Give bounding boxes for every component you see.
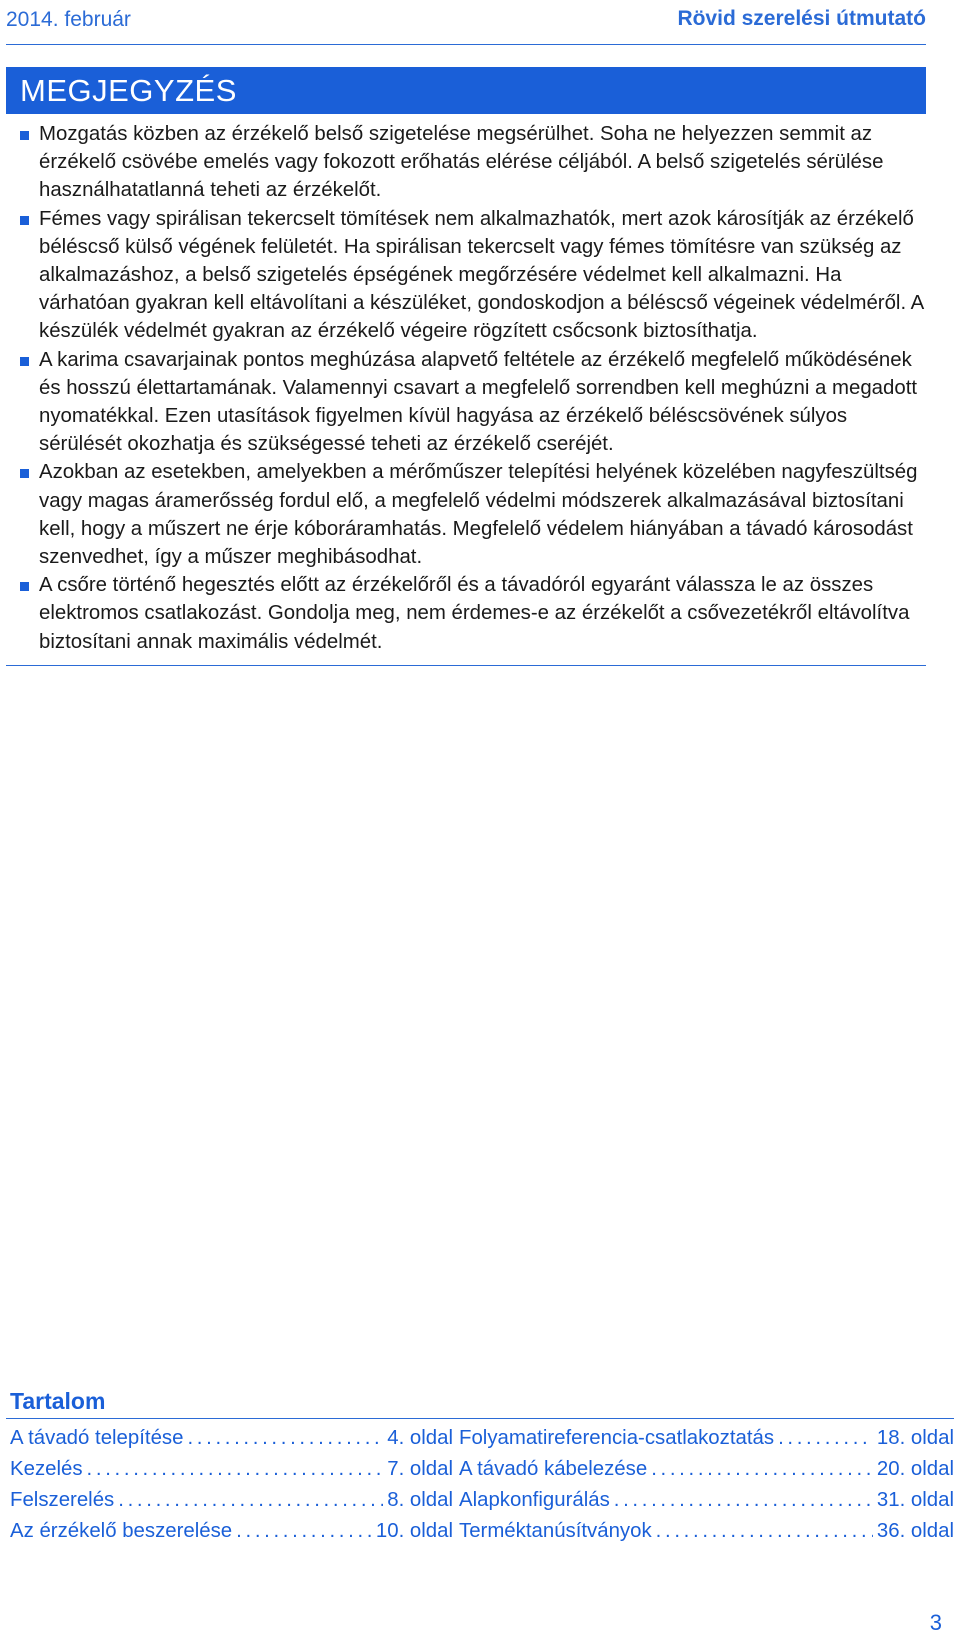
toc-leader-dots	[87, 1454, 384, 1485]
note-item-text: Mozgatás közben az érzékelő belső szigetelése megsérülhet. Soha ne helyezzen semmit az érzékelő csövébe emelés vagy fokozott erőhatás elérése céljából. A belső szigetelés sérülése használhatatlanná teheti az érzékelőt.	[39, 123, 884, 202]
bullet-square-icon	[20, 131, 29, 140]
toc-entry-label[interactable]: Az érzékelő beszerelése	[10, 1520, 233, 1542]
toc-column-right	[453, 1423, 954, 1547]
toc-divider	[6, 1418, 954, 1419]
toc-entry[interactable]	[453, 1423, 954, 1454]
note-item	[6, 120, 926, 205]
toc-entry[interactable]	[453, 1454, 954, 1485]
note-divider	[6, 665, 926, 666]
toc-title: Tartalom	[10, 1388, 106, 1414]
toc-entry-page[interactable]: 4. oldal	[387, 1427, 453, 1449]
toc-entry[interactable]	[6, 1516, 453, 1547]
toc-leader-dots	[187, 1423, 383, 1454]
toc-entry-page[interactable]: 20. oldal	[876, 1458, 954, 1480]
toc-entry[interactable]	[453, 1485, 954, 1516]
note-item	[6, 205, 926, 346]
toc-leader-dots	[651, 1454, 873, 1485]
note-box	[6, 67, 926, 666]
toc-leader-dots	[656, 1516, 873, 1547]
toc-leader-dots	[118, 1485, 383, 1516]
toc-entry-page[interactable]: 7. oldal	[387, 1458, 453, 1480]
toc-entry-page[interactable]: 10. oldal	[375, 1520, 453, 1542]
toc-entry-label[interactable]: Terméktanúsítványok	[459, 1520, 652, 1542]
page-number: 3	[929, 1610, 942, 1635]
table-of-contents	[6, 1386, 954, 1547]
header-title: Rövid szerelési útmutató	[677, 7, 926, 30]
note-item-text: Fémes vagy spirálisan tekercselt tömítések nem alkalmazhatók, mert azok károsítják az érzékelő béléscső külső végének felületét. Ha spirálisan tekercselt vagy fémes tömítésre van szükség az alkalmazáshoz, a belső szigetelés épségének megőrzésére védelmet kell alkalmazni. Ha várhatóan gyakran kell eltávolítani a készüléket, gondoskodjon a béléscső végeinek védelméről. A készülék védelmét gyakran az érzékelő végeire rögzített csőcsonk biztosíthatja.	[39, 207, 924, 343]
toc-entry[interactable]	[6, 1454, 453, 1485]
toc-entry-page[interactable]: 8. oldal	[387, 1489, 453, 1511]
toc-entry[interactable]	[453, 1516, 954, 1547]
note-title: MEGJEGYZÉS	[6, 67, 926, 114]
toc-entry-label[interactable]: A távadó telepítése	[10, 1427, 184, 1449]
bullet-square-icon	[20, 469, 29, 478]
page-header	[6, 2, 926, 45]
note-item	[6, 571, 926, 656]
note-list	[6, 114, 926, 656]
note-item-text: Azokban az esetekben, amelyekben a mérőműszer telepítési helyének közelében nagyfeszültség vagy magas áramerősség fordul elő, a megfelelő védelmi módszerek alkalmazásával biztosítani kell, hogy a műszert ne érje kóboráramhatás. Megfelelő védelem hiányában a távadó károsodást szenvedhet, így a műszer meghibásodhat.	[39, 461, 918, 569]
toc-entry-label[interactable]: Alapkonfigurálás	[459, 1489, 610, 1511]
toc-entry-label[interactable]: Folyamatireferencia-csatlakoztatás	[459, 1427, 775, 1449]
toc-column-left	[6, 1423, 453, 1547]
toc-entry-page[interactable]: 36. oldal	[876, 1520, 954, 1542]
bullet-square-icon	[20, 216, 29, 225]
note-item	[6, 458, 926, 571]
toc-entry-label[interactable]: A távadó kábelezése	[459, 1458, 648, 1480]
note-item-text: A karima csavarjainak pontos meghúzása alapvető feltétele az érzékelő megfelelő működésének és hosszú élettartamának. Valamennyi csavart a megfelelő sorrendben kell meghúzni a megadott nyomatékkal. Ezen utasítások figyelmen kívül hagyása az érzékelő béléscsövének súlyos sérülését okozhatja és szükségessé teheti az érzékelő cseréjét.	[39, 348, 918, 456]
toc-leader-dots	[236, 1516, 372, 1547]
toc-leader-dots	[778, 1423, 873, 1454]
note-item-text: A csőre történő hegesztés előtt az érzékelőről és a távadóról egyaránt válassza le az összes elektromos csatlakozást. Gondolja meg, nem érdemes-e az érzékelőt a csővezetékről eltávolítva biztosítani annak maximális védelmét.	[39, 574, 910, 653]
bullet-square-icon	[20, 582, 29, 591]
toc-entry[interactable]	[6, 1485, 453, 1516]
toc-entry-page[interactable]: 18. oldal	[876, 1427, 954, 1449]
toc-leader-dots	[614, 1485, 873, 1516]
header-date: 2014. február	[6, 8, 131, 31]
bullet-square-icon	[20, 357, 29, 366]
toc-entry-label[interactable]: Kezelés	[10, 1458, 83, 1480]
toc-entry[interactable]	[6, 1423, 453, 1454]
toc-entry-label[interactable]: Felszerelés	[10, 1489, 115, 1511]
note-item	[6, 346, 926, 459]
toc-entry-page[interactable]: 31. oldal	[876, 1489, 954, 1511]
